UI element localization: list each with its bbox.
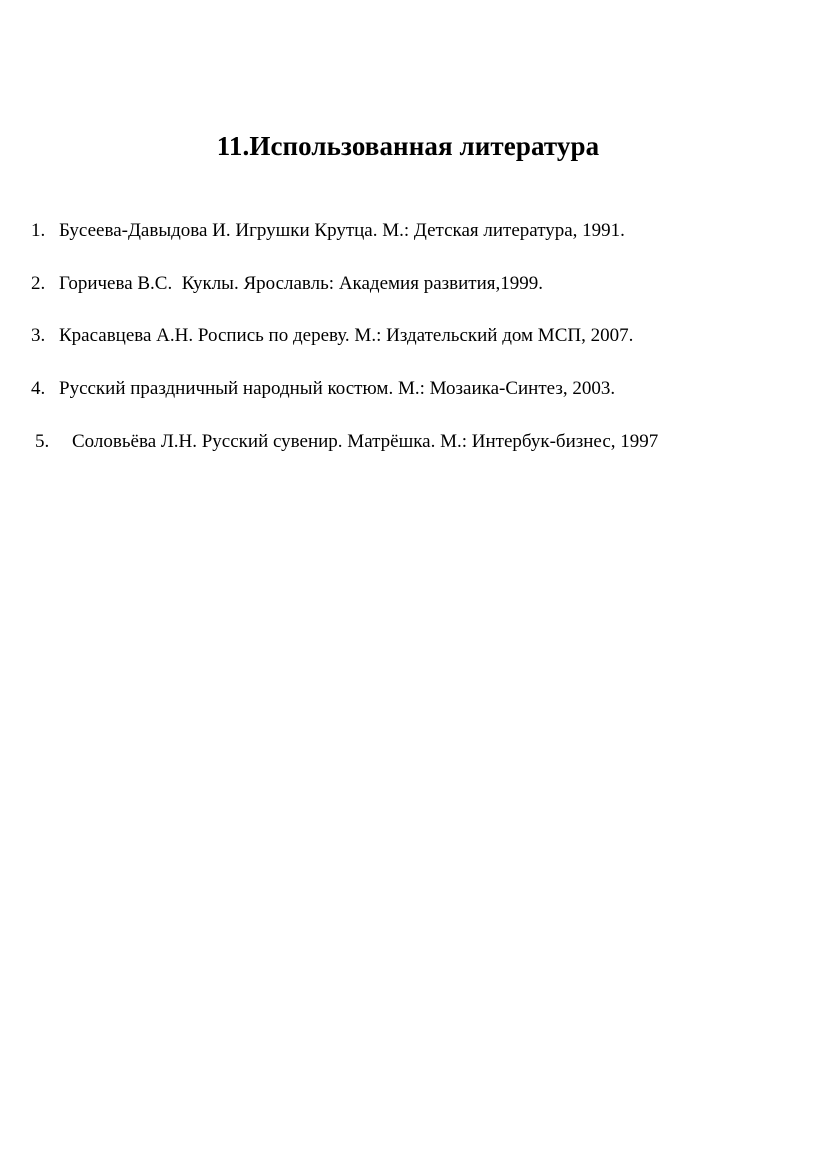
reference-number: 5. — [35, 431, 50, 452]
reference-number: 4. — [31, 378, 46, 399]
reference-number: 2. — [31, 273, 46, 294]
reference-text: Бусеева-Давыдова И. Игрушки Крутца. М.: Детская литература, 1991. — [59, 220, 625, 241]
reference-text: Русский праздничный народный костюм. М.: Мозаика-Синтез, 2003. — [59, 378, 616, 399]
reference-text: Соловьёва Л.Н. Русский сувенир. Матрёшка. М.: Интербук-бизнес, 1997 — [72, 431, 659, 452]
page-title: 11.Использованная литература — [216, 131, 600, 162]
reference-number: 3. — [31, 325, 46, 346]
reference-text: Горичева В.С. Куклы. Ярославль: Академия развития,1999. — [59, 273, 543, 294]
reference-number: 1. — [31, 220, 46, 241]
reference-text: Красавцева А.Н. Роспись по дереву. М.: Издательский дом МСП, 2007. — [59, 325, 634, 346]
